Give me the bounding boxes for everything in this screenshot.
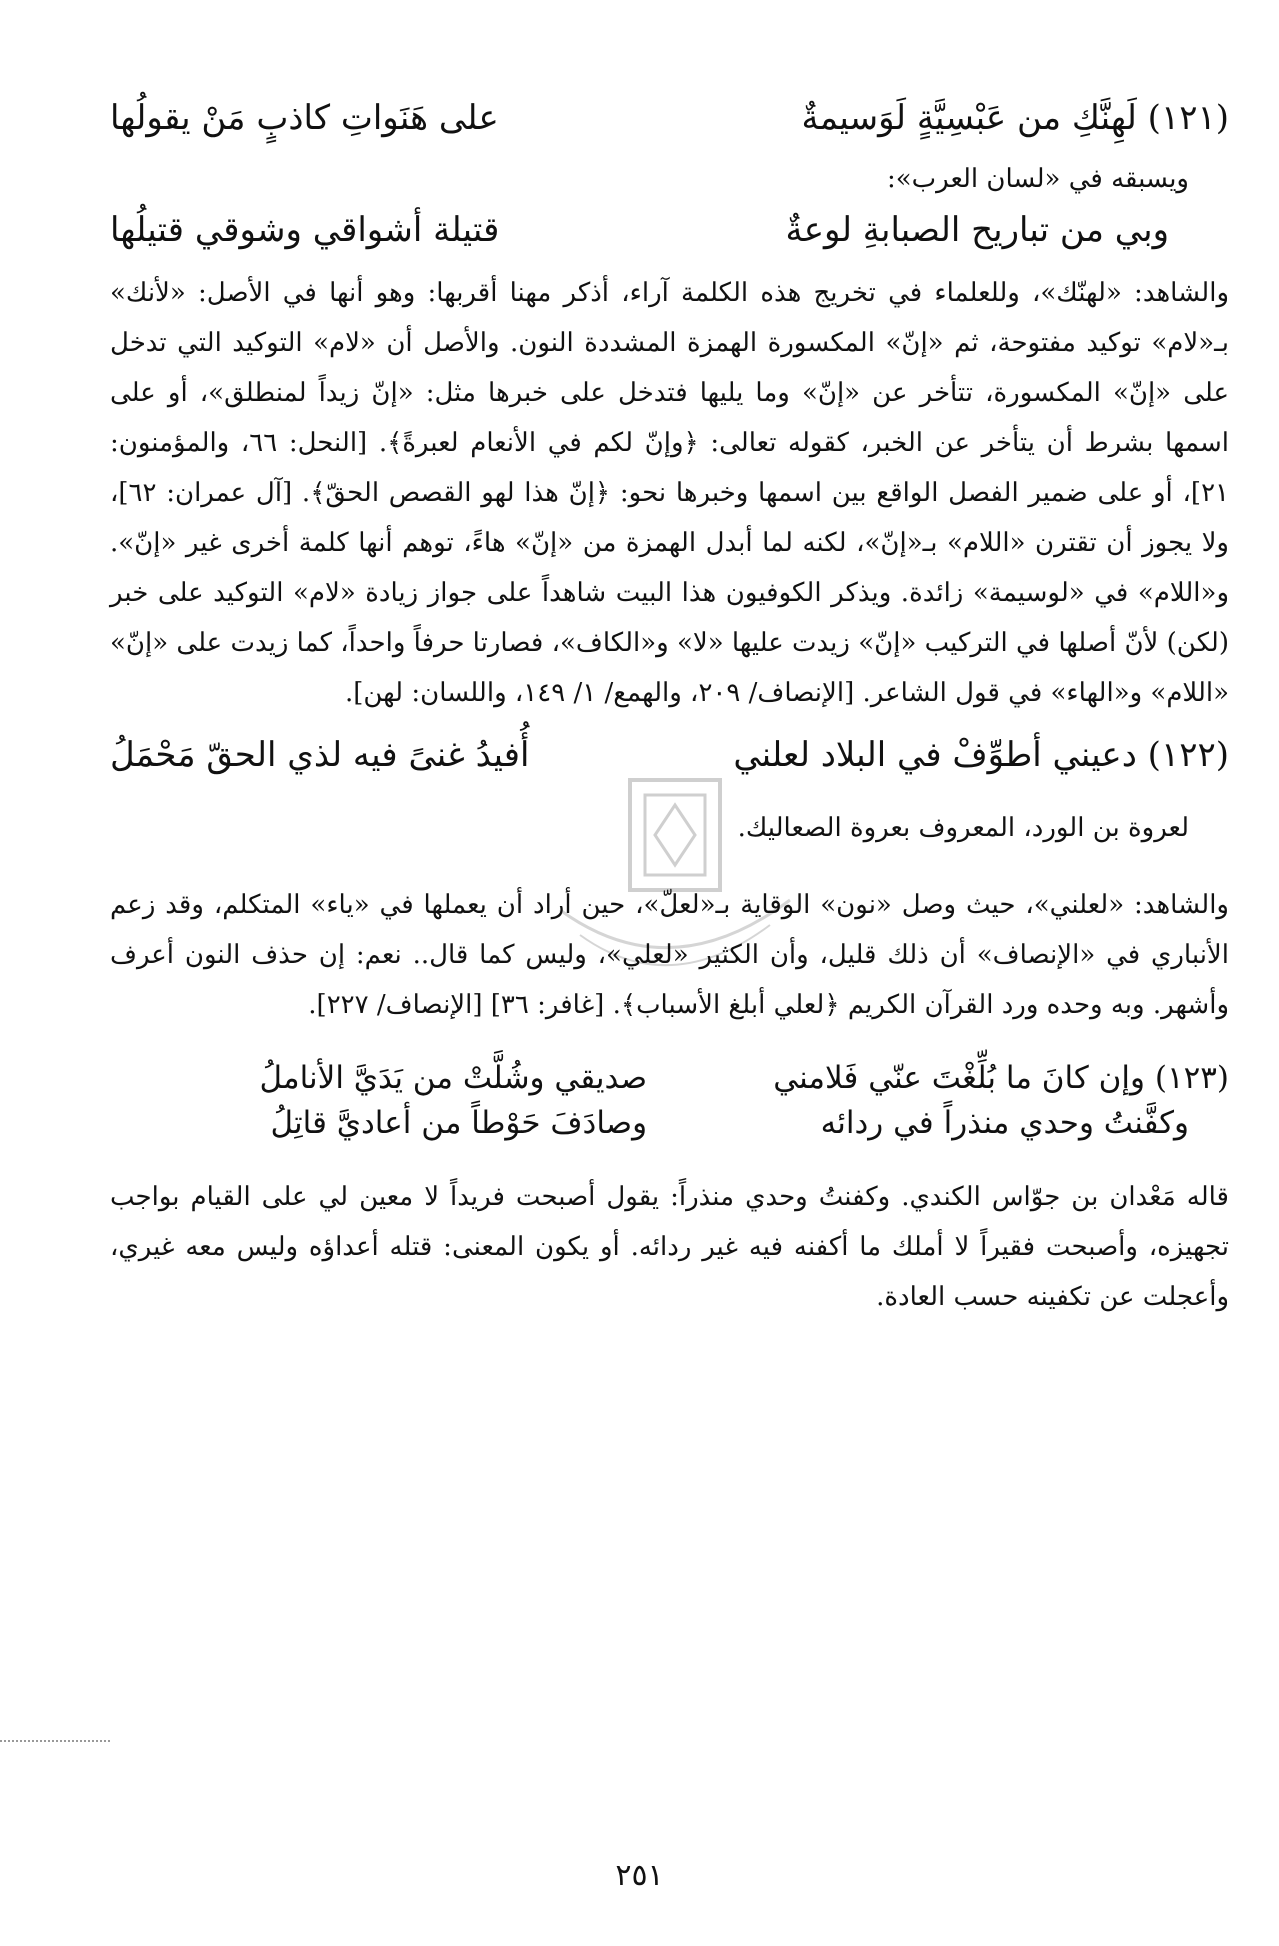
book-page <box>110 95 1229 1322</box>
commentary-123: قاله مَعْدان بن جوّاس الكندي. وكفنتُ وحدي منذراً: يقول أصبحت فريداً لا معين لي على القيام بواجب تجهيزه، وأصبحت فقيراً لا أملك ما أكفنه فيه غير ردائه. أو يكون المعنى: قتله أعداؤه وليس معه غيري، وأعجلت عن تكفينه حسب العادة. <box>110 1181 1229 1312</box>
verse-122 <box>110 732 1229 780</box>
verse-121b-second-hemistich: قتيلة أشواقي وشوقي قتيلُها <box>110 209 500 250</box>
verse-121b-first-hemistich: وبي من تباريح الصبابةِ لوعةٌ <box>785 209 1169 250</box>
verse-122-first-hemistich: (١٢٢) دعيني أطوِّفْ في البلاد لعلني <box>733 735 1229 776</box>
verse-122-attribution: لعروة بن الورد، المعروف بعروة الصعاليك. <box>737 812 1189 843</box>
verse-123-number: (١٢٣) <box>1154 1059 1229 1096</box>
commentary-121: والشاهد: «لهنّك»، وللعلماء في تخريج هذه الكلمة آراء، أذكر مهنا أقربها: وهو أنها في الأصل: «لأنك» بـ«لام» توكيد مفتوحة، ثم «إنّ» المكسورة الهمزة المشددة النون. والأصل أن «لام» التوكيد التي تدخل على «إنّ» المكسورة، تتأخر عن «إنّ» وما يليها فتدخل على خبرها مثل: «إنّ زيداً لمنطلق»، أو على اسمها بشرط أن يتأخر عن الخبر، كقوله تعالى: ﴿وإنّ لكم في الأنعام لعبرةً﴾. [النحل: ٦٦، والمؤمنون: ٢١]، أو على ضمير الفصل الواقع بين اسمها وخبرها نحو: ﴿إنّ هذا لهو القصص الحقّ﴾. [آل عمران: ٦٢]، ولا يجوز أن تقترن «اللام» بـ«إنّ»، لكنه لما أبدل الهمزة من «إنّ» هاءً، توهم أنها كلمة أخرى غير «إنّ». و«اللام» في «لوسيمة» زائدة. ويذكر الكوفيون هذا البيت شاهداً على جواز زيادة «لام» التوكيد على خبر (لكن) لأنّ أصلها في التركيب «إنّ» زيدت عليها «لا» و«الكاف»، فصارتا حرفاً واحداً، كما زيدت على «إنّ» «اللام» و«الهاء» في قول الشاعر. [الإنصاف/ ٢٠٩، والهمع/ ١/ ١٤٩، واللسان: لهن]. <box>110 278 1229 709</box>
verse-121 <box>110 95 1229 143</box>
verse-121-second-hemistich: على هَنَواتِ كاذبٍ مَنْ يقولُها <box>110 98 499 138</box>
verse-122-second-hemistich: أُفيدُ غنىً فيه لذي الحقّ مَحْمَلُ <box>110 735 530 776</box>
verse-123-line1-second: صديقي وشُلَّتْ من يَدَيَّ الأناملُ <box>259 1059 648 1096</box>
verse-123-line-1 <box>110 1056 1229 1101</box>
verse-121-first-hemistich: (١٢١) لَهِنَّكِ من عَبْسِيَّةٍ لَوَسيمةٌ <box>801 98 1229 138</box>
commentary-122: والشاهد: «لعلني»، حيث وصل «نون» الوقاية بـ«لعلّ»، حين أراد أن يعملها في «ياء» المتكلم، وقد زعم الأنباري في «الإنصاف» أن ذلك قليل، وأن الكثير «لعلي»، وليس كما قال.. نعم: إن حذف النون أعرف وأشهر. وبه وحده ورد القرآن الكريم ﴿لعلي أبلغ الأسباب﴾. [غافر: ٣٦] [الإنصاف/ ٢٢٧]. <box>110 889 1229 1020</box>
page-number: ٢٥١ <box>615 1858 664 1893</box>
verse-123-line2-second: وصادَفَ حَوْطاً من أعاديَّ قاتِلُ <box>270 1104 648 1141</box>
verse-121-intro: ويسبقه في «لسان العرب»: <box>886 163 1189 194</box>
verse-123-line-2 <box>110 1101 1229 1146</box>
verse-121b <box>110 207 1229 255</box>
margin-dotted-line <box>0 1740 110 1742</box>
verse-123-line2-first: وكفَّنتُ وحدي منذراً في ردائه <box>820 1104 1189 1141</box>
verse-123 <box>110 1056 1229 1146</box>
verse-123-line1-first: (١٢٣) وإن كانَ ما بُلِّغْتَ عنّي فَلامني <box>773 1059 1229 1096</box>
verse-122-number: (١٢٢) <box>1147 735 1229 776</box>
verse-121-number: (١٢١) <box>1147 98 1229 138</box>
